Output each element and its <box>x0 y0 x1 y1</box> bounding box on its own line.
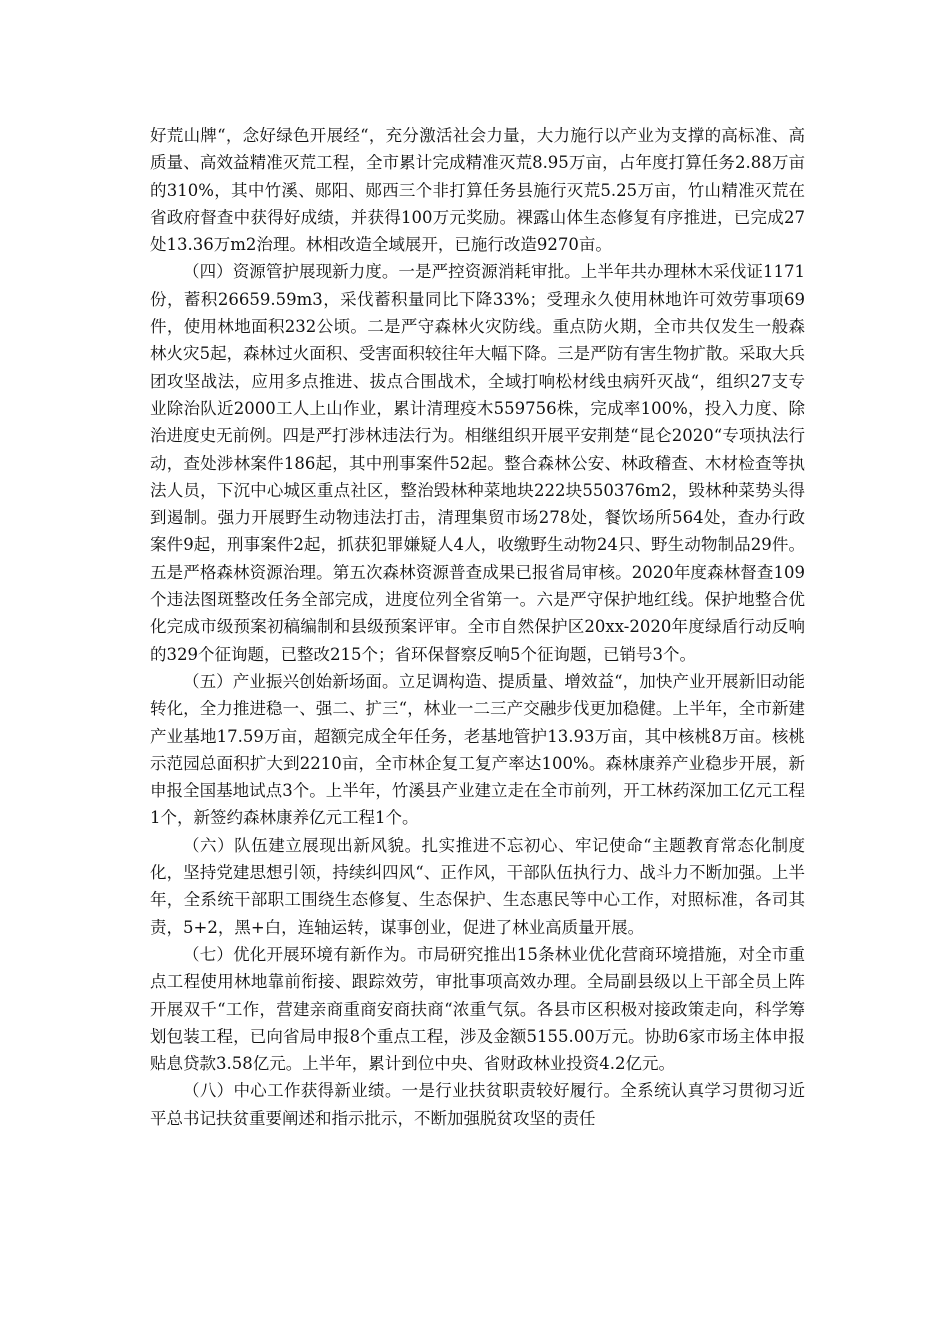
paragraph-business-environment: （七）优化开展环境有新作为。市局研究推出15条林业优化营商环境措施，对全市重点工程使用林地靠前衔接、跟踪效劳，审批事项高效办理。全局副县级以上干部全员上阵开展双千“工作，营建亲商重商安商扶商“浓重气氛。各县市区积极对接政策走向，科学筹划包装工程，已向省局申报8个重点工程，涉及金额5155.00万元。协助6家市场主体申报贴息贷款3.58亿元。上半年，累计到位中央、省财政林业投资4.2亿元。 <box>150 944 805 1074</box>
paragraph-continued: 好荒山牌“，念好绿色开展经“，充分激活社会力量，大力施行以产业为支撑的高标准、高质量、高效益精准灭荒工程，全市累计完成精准灭荒8.95万亩，占年度打算任务2.88万亩的310%，其中竹溪、郧阳、郧西三个非打算任务县施行灭荒5.25万亩，竹山精准灭荒在省政府督查中获得好成绩，并获得100万元奖励。裸露山体生态修复有序推进，已完成27处13.36万m2治理。林相改造全域展开，已施行改造9270亩。 <box>150 126 805 255</box>
paragraph-industry-revitalization: （五）产业振兴创始新场面。立足调构造、提质量、增效益“，加快产业开展新旧动能转化，全力推进稳一、强二、扩三“，林业一二三产交融步伐更加稳健。上半年，全市新建产业基地17.59万亩，超额完成全年任务，老基地管护13.93万亩，其中核桃8万亩。核桃示范园总面积扩大到2210亩，全市林企复工复产率达100%。森林康养产业稳步开展，新申报全国基地试点3个。上半年，竹溪县产业建立走在全市前列，开工林药深加工亿元工程1个，新签约森林康养亿元工程1个。 <box>150 671 805 828</box>
paragraph-team-building: （六）队伍建立展现出新风貌。扎实推进不忘初心、牢记使命“主题教育常态化制度化，坚持党建思想引领，持续纠四风“、正作风，干部队伍执行力、战斗力不断加强。上半年，全系统干部职工围绕生态修复、生态保护、生态惠民等中心工作，对照标准，各司其责，5+2，黑+白，连轴运转，谋事创业，促进了林业高质量开展。 <box>150 835 805 937</box>
document-body <box>150 122 805 1132</box>
paragraph-central-work: （八）中心工作获得新业绩。一是行业扶贫职责较好履行。全系统认真学习贯彻习近平总书记扶贫重要阐述和指示批示，不断加强脱贫攻坚的责任 <box>150 1081 805 1128</box>
paragraph-resource-management: （四）资源管护展现新力度。一是严控资源消耗审批。上半年共办理林木采伐证1171份，蓄积26659.59m3，采伐蓄积量同比下降33%；受理永久使用林地许可效劳事项69件，使用林地面积232公顷。二是严守森林火灾防线。重点防火期，全市共仅发生一般森林火灾5起，森林过火面积、受害面积较往年大幅下降。三是严防有害生物扩散。采取大兵团攻坚战法，应用多点推进、拔点合围战术，全域打响松材线虫病歼灭战“，组织27支专业除治队近2000工人上山作业，累计清理疫木559756株，完成率100%，投入力度、除治进度史无前例。四是严打涉林违法行为。相继组织开展平安荆楚“昆仑2020“专项执法行动，查处涉林案件186起，其中刑事案件52起。整合森林公安、林政稽查、木材检查等执法人员，下沉中心城区重点社区，整治毁林种菜地块222块550376m2，毁林种菜势头得到遏制。强力开展野生动物违法打击，清理集贸市场278处，餐饮场所564处，查办行政案件9起，刑事案件2起，抓获犯罪嫌疑人4人，收缴野生动物24只、野生动物制品29件。五是严格森林资源治理。第五次森林资源普查成果已报省局审核。2020年度森林督查109个违法图斑整改任务全部完成，进度位列全省第一。六是严守保护地红线。保护地整合优化完成市级预案初稿编制和县级预案评审。全市自然保护区20xx-2020年度绿盾行动反响的329个征询题，已整改215个；省环保督察反响5个征询题，已销号3个。 <box>150 262 805 664</box>
